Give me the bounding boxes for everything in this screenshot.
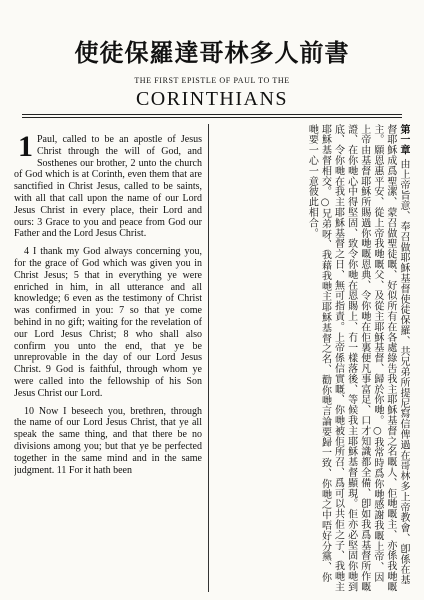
- header-rule-thin: [22, 117, 402, 118]
- chinese-text: 由上帝旨意、奉召做耶穌基督使徒保羅、共兄弟所提尼寫信俾過在哥林多上帝教會、卽係在基督耶穌成爲聖潔、蒙召做聖徒嘅、好似所有在各處綠吿我主耶穌基督之名嘅人、佢哋嘅主、亦係我哋嘅主。願恩惠平安、從上帝我哋嘅父、及從主耶穌基督、歸於你哋。○我常時爲你哋感謝我嘅上帝、因上帝由基督耶穌所賜過你哋嘅恩典、令你哋在佢裏便凡事富足、口才知識都全備、卽如我爲基督所作嘅證、在你哋心中得堅固、致令你哋在恩賜上、冇一樣落後、等候我主耶穌基督顯現。佢亦必堅固你哋到底、令你哋在我主耶穌基督之日、無可指責。上帝係信實嘅、你哋被佢所召、爲可以共佢之子、我哋主耶穌基督相交。○兄弟呀、我藉我哋主耶穌基督之名、勸你哋言論要歸一致、你哋之中唔好分黨、你哋要一心一意彼此相合。: [306, 124, 409, 592]
- column-divider: [208, 124, 209, 592]
- chinese-chapter-heading: 第一章: [398, 124, 409, 156]
- english-book-title: CORINTHIANS: [135, 88, 289, 110]
- english-paragraph-3: 10 Now I beseech you, brethren, through the name of our Lord Jesus Christ, that ye all speak the same thing, and that there be no divisions among you; but that ye be perfected together in the same mind and in the same judgment. 11 For it hath been: [14, 405, 202, 476]
- english-paragraph-1: [14, 134, 202, 240]
- chinese-column: [214, 124, 410, 592]
- english-paragraph-1-text: Paul, called to be an apostle of Jesus Christ through the will of God, and Sosthenes our brother, 2 unto the church of God which is at Corinth, even them that are sanctified in Christ Jesus, called to be saints, with all that call upon the name of our Lord Jesus Christ in every place, their Lord and ours: 3 Grace to you and peace from God our Father and the Lord Jesus Christ.: [14, 134, 202, 240]
- english-subtitle: THE FIRST EPISTLE OF PAUL TO THE: [134, 76, 290, 85]
- chapter-number: 1: [18, 134, 33, 163]
- english-paragraph-2: 4 I thank my God always concerning you, for the grace of God which was given you in Christ Jesus; 5 that in everything ye were enriched in him, in all utterance and all knowledge; 6 even as the testimony of Christ was confirmed in you: 7 so that ye come behind in no gift; waiting for the revelation of our Lord Jesus Christ; 8 who shall also confirm you unto the end, that ye be unreprovable in the day of our Lord Jesus Christ. 9 God is faithful, through whom ye were called into the fellowship of his Son Jesus Christ our Lord.: [14, 246, 202, 399]
- english-column: [14, 134, 202, 594]
- header-rule: [22, 114, 402, 115]
- chinese-book-title: 使徒保羅達哥林多人前書: [74, 38, 350, 67]
